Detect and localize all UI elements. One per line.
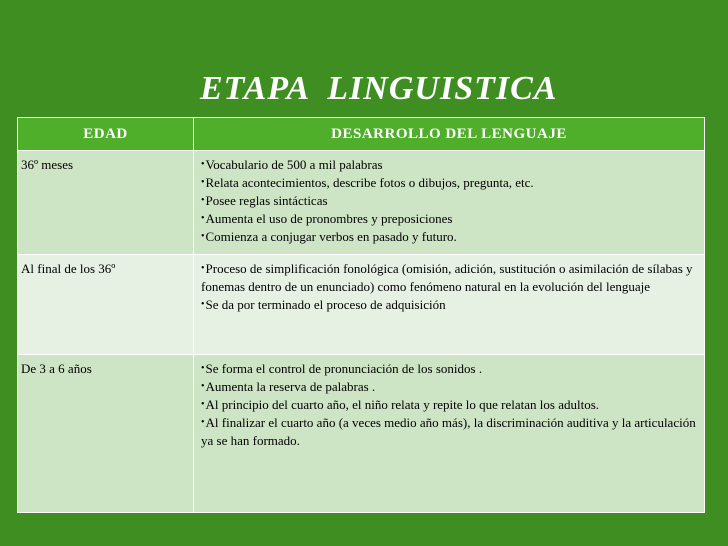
age-cell: 36º meses xyxy=(18,151,194,255)
table-row xyxy=(18,151,705,255)
development-table xyxy=(17,117,705,513)
header-edad: EDAD xyxy=(18,118,194,151)
list-item: •Aumenta el uso de pronombres y preposiciones xyxy=(201,211,453,227)
list-item: •Proceso de simplificación fonológica (omisión, adición, sustitución o asimilación de sílabas y fonemas dentro de un enunciado) como fenómeno natural en la evolución del lenguaje xyxy=(201,261,693,295)
development-cell xyxy=(194,354,705,512)
table-row xyxy=(18,255,705,355)
development-cell xyxy=(194,255,705,355)
list-item: •Relata acontecimientos, describe fotos o dibujos, pregunta, etc. xyxy=(201,175,534,191)
header-desarrollo: DESARROLLO DEL LENGUAJE xyxy=(194,118,705,151)
list-item: •Al finalizar el cuarto año (a veces medio año más), la discriminación auditiva y la articulación ya se han formado. xyxy=(201,414,696,448)
list-item: •Se forma el control de pronunciación de los sonidos . xyxy=(201,360,483,376)
age-cell: De 3 a 6 años xyxy=(18,354,194,512)
table-row xyxy=(18,354,705,512)
list-item: •Vocabulario de 500 a mil palabras xyxy=(201,157,383,173)
list-item: •Se da por terminado el proceso de adquisición xyxy=(201,297,446,313)
development-cell xyxy=(194,151,705,255)
slide-title: ETAPA LINGUISTICA xyxy=(200,70,558,107)
list-item: •Comienza a conjugar verbos en pasado y futuro. xyxy=(201,229,457,245)
table-header-row xyxy=(18,118,705,151)
list-item: •Aumenta la reserva de palabras . xyxy=(201,378,376,394)
age-cell: Al final de los 36º xyxy=(18,255,194,355)
list-item: •Al principio del cuarto año, el niño relata y repite lo que relatan los adultos. xyxy=(201,396,600,412)
list-item: •Posee reglas sintácticas xyxy=(201,193,328,209)
